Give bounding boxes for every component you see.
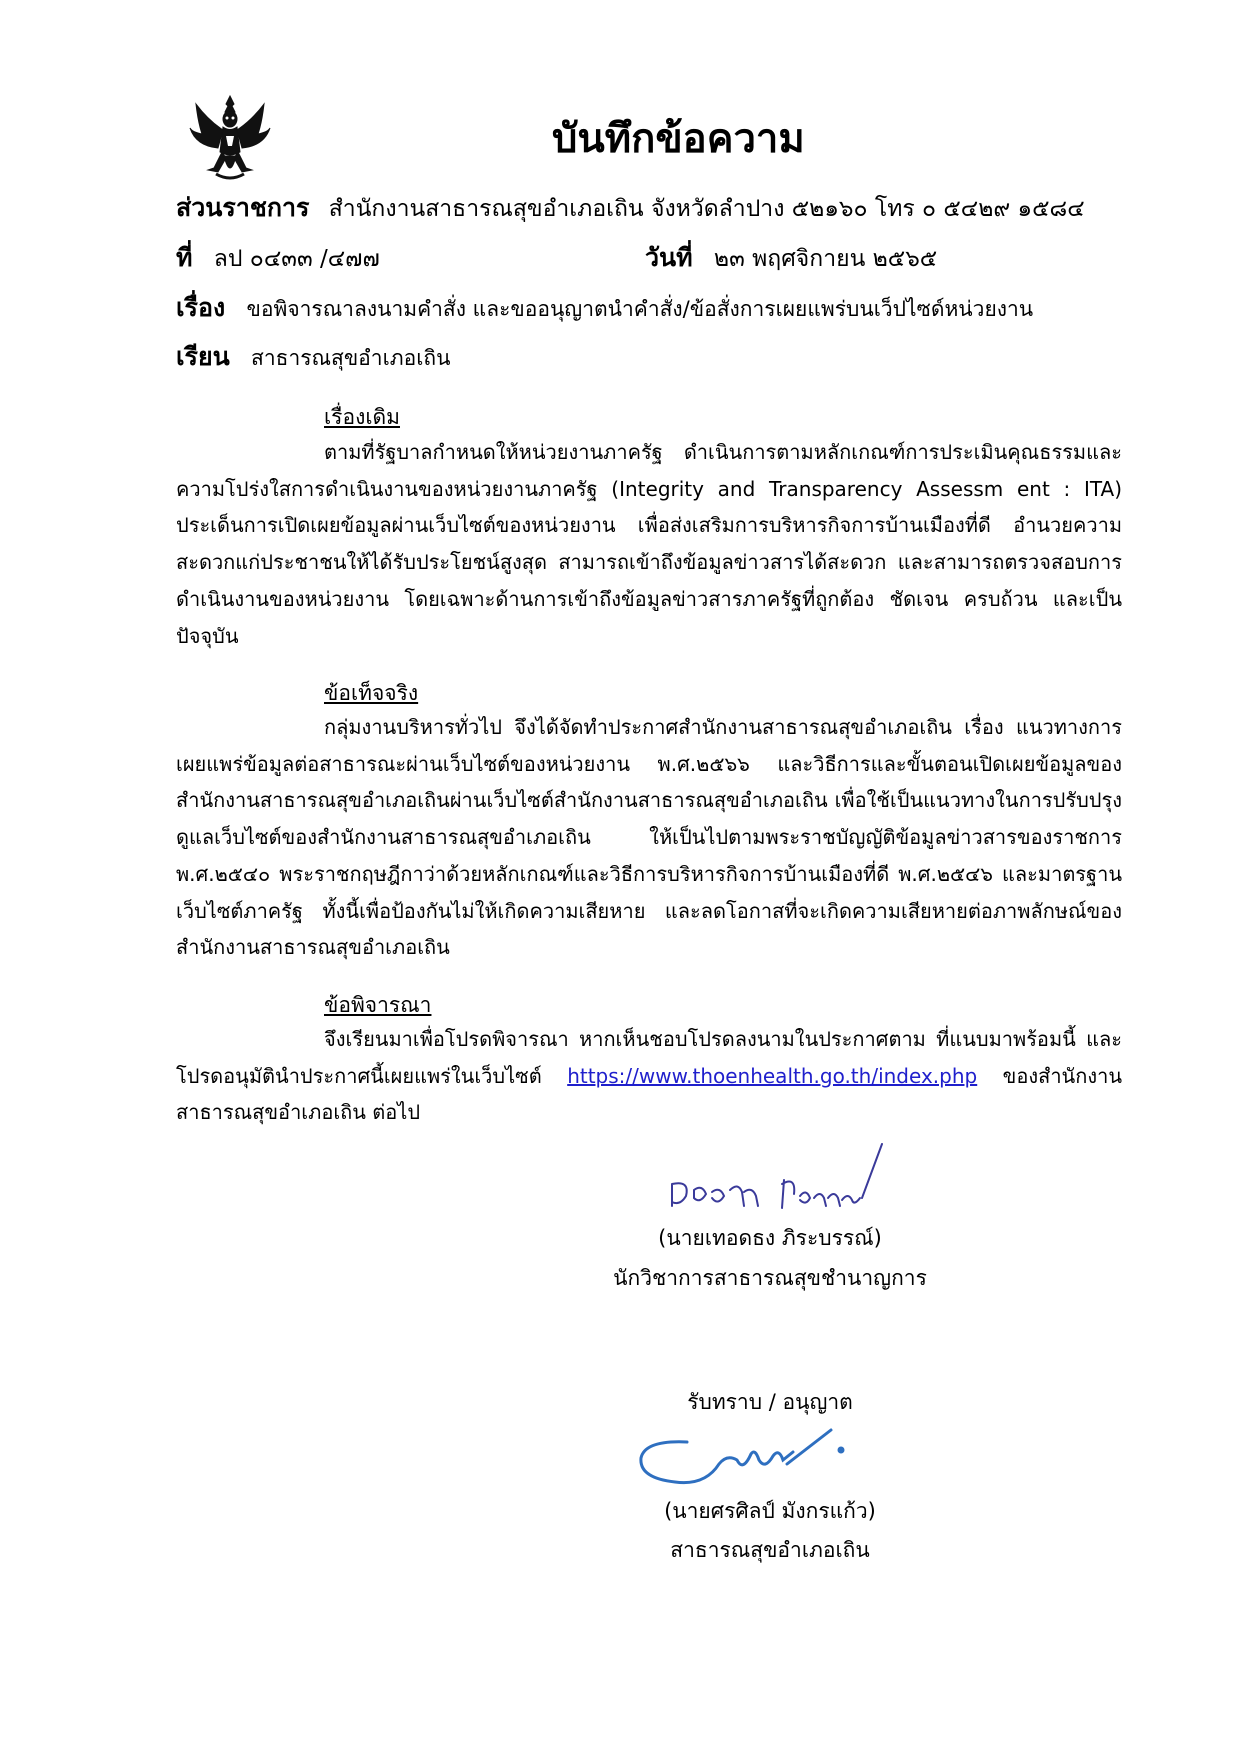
reference-row <box>176 238 380 278</box>
approver-name: (นายศรศิลป์ มังกรแก้ว) <box>664 1499 876 1523</box>
date-value: ๒๓ พฤศจิกายน ๒๕๖๕ <box>713 246 938 272</box>
signer1-position: นักวิชาการสาธารณสุขชำนาญการ <box>613 1266 927 1290</box>
section-heading-background: เรื่องเดิม <box>324 405 400 429</box>
addressee-label: เรียน <box>176 342 230 371</box>
reference-value: ลป ๐๔๓๓ /๔๗๗ <box>213 246 380 272</box>
addressee-row <box>176 337 450 377</box>
addressee-value: สาธารณสุขอำเภอเถิน <box>251 346 451 370</box>
agency-label: ส่วนราชการ <box>176 193 310 222</box>
section-heading-facts: ข้อเท็จจริง <box>324 681 419 705</box>
garuda-emblem-icon <box>188 92 272 184</box>
memo-title: บันทึกข้อความ <box>552 116 805 162</box>
subject-value: ขอพิจารณาลงนามคำสั่ง และขออนุญาตนำคำสั่ง/ข้อสั่งการเผยแพร่บนเว็ปไซด์หน่วยงาน <box>246 297 1034 321</box>
approval-text: รับทราบ / อนุญาต <box>687 1390 853 1414</box>
consideration-text-pre: จึงเรียนมาเพื่อโปรดพิจารณา หากเห็นชอบโปรดลงนามในประกาศตาม ที่แนบมาพร้อมนี้ และโปรดอนุมัตินำประกาศนี้เผยแพร่ในเว็บไซต์ <box>176 1027 1122 1088</box>
reference-label: ที่ <box>176 243 193 272</box>
section-body-background: ตามที่รัฐบาลกำหนดให้หน่วยงานภาครัฐ ดำเนินการตามหลักเกณฑ์การประเมินคุณธรรมและความโปร่งใสการดำเนินงานของหน่วยงานภาครัฐ (Integrity and Transparency Assessm ent : ITA) ประเด็นการเปิดเผยข้อมูลผ่านเว็บไซต์ของหน่วยงาน เพื่อส่งเสริมการบริหารกิจการบ้านเมืองที่ดี อำนวยความสะดวกแก่ประชาชนให้ได้รับประโยชน์สูงสุด สามารถเข้าถึงข้อมูลข่าวสารได้สะดวก และสามารถตรวจสอบการดำเนินงานของหน่วยงาน โดยเฉพาะด้านการเข้าถึงข้อมูลข่าวสารภาครัฐที่ถูกต้อง ชัดเจน ครบถ้วน และเป็นปัจจุบัน <box>176 440 1122 648</box>
agency-value: สำนักงานสาธารณสุขอำเภอเถิน จังหวัดลำปาง ๕๒๑๖๐ โทร ๐ ๕๔๒๙ ๑๕๘๔ <box>328 196 1085 222</box>
website-link[interactable]: https://www.thoenhealth.go.th/index.php <box>567 1063 978 1088</box>
date-row <box>645 238 937 278</box>
signer1-name: (นายเทอดธง ภิระบรรณ์) <box>658 1226 882 1250</box>
consideration-text-post: ของสำนักงานสาธารณสุขอำเภอเถิน ต่อไป <box>176 1063 1123 1125</box>
approver-position: สาธารณสุขอำเภอเถิน <box>670 1538 870 1562</box>
date-label: วันที่ <box>645 243 693 272</box>
section-body-facts: กลุ่มงานบริหารทั่วไป จึงได้จัดทำประกาศสำนักงานสาธารณสุขอำเภอเถิน เรื่อง แนวทางการเผยแพร่ข้อมูลต่อสาธารณะผ่านเว็บไซต์ของหน่วยงาน พ.ศ.๒๕๖๖ และวิธีการและขั้นตอนเปิดเผยข้อมูลของสำนักงานสาธารณสุขอำเภอเถินผ่านเว็บไซต์สำนักงานสาธารณสุขอำเภอเถิน เพื่อใช้เป็นแนวทางในการปรับปรุงดูแลเว็บไซต์ของสำนักงานสาธารณสุขอำเภอเถิน ให้เป็นไปตามพระราชบัญญัติข้อมูลข่าวสารของราชการ พ.ศ.๒๕๔๐ พระราชกฤษฎีกาว่าด้วยหลักเกณฑ์และวิธีการบริหารกิจการบ้านเมืองที่ดี พ.ศ.๒๕๔๖ และมาตรฐานเว็บไซต์ภาครัฐ ทั้งนี้เพื่อป้องกันไม่ให้เกิดความเสียหาย และลดโอกาสที่จะเกิดความเสียหายต่อภาพลักษณ์ของสำนักงานสาธารณสุขอำเภอเถิน <box>176 715 1122 960</box>
subject-label: เรื่อง <box>176 293 226 322</box>
handwritten-signature-1 <box>660 1140 890 1218</box>
section-heading-consideration: ข้อพิจารณา <box>324 993 432 1017</box>
handwritten-signature-2 <box>635 1420 855 1492</box>
agency-row <box>176 188 1085 228</box>
subject-row <box>176 288 1033 328</box>
section-body-consideration <box>176 1021 1122 1131</box>
